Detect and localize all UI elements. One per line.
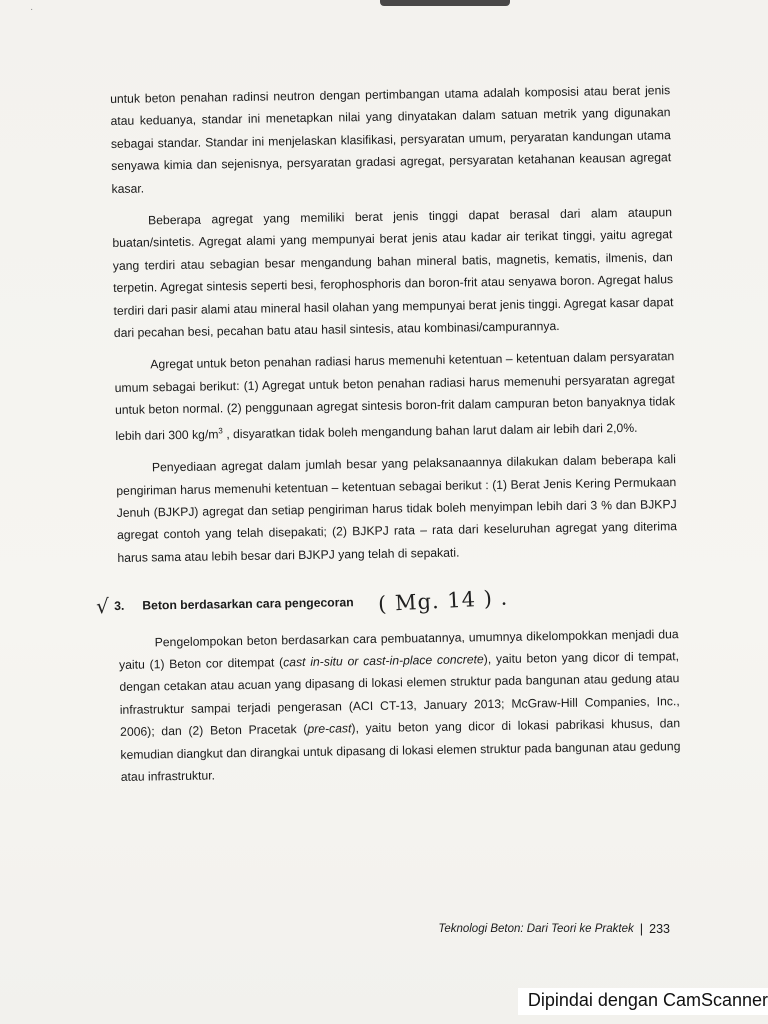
- section-title: Beton berdasarkan cara pengecoran: [142, 595, 354, 613]
- section-heading: [96, 586, 678, 618]
- section-number: 3.: [114, 599, 125, 614]
- section-paragraph-part-3: ), yaitu beton yang dicor di lokasi pabrikasi khusus, dan kemudian diangkut dan dirangkai untuk dipasang di lokasi elemen struktur pada bangunan atau gedung atau infrastruktur.: [120, 716, 681, 784]
- camscanner-watermark: Dipindai dengan CamScanner: [518, 988, 768, 1015]
- footer-separator: |: [639, 921, 644, 936]
- scan-smudge: [380, 0, 510, 6]
- page-number: 233: [649, 921, 670, 936]
- page-footer: [438, 921, 670, 936]
- section-paragraph-part-1: Pengelompokan beton berdasarkan cara pembuatannya, umumnya dikelompokkan menjadi dua yaitu (1) Beton cor ditempat (: [118, 626, 679, 672]
- pre-cast-term: pre-cast: [307, 721, 352, 737]
- section-paragraph: [119, 623, 681, 789]
- page-content: [95, 79, 681, 798]
- paragraph-2: Beberapa agregat yang memiliki berat jenis tinggi dapat berasal dari alam ataupun buatan/sintetis. Agregat alami yang mempunyai berat jenis atau kadar air terikat tinggi, yaitu agregat yang terdiri atau sebagian besar mengandung bahan mineral batis, magnetis, kematis, ilmenis, dan terpetin. Agregat sintesis seperti besi, ferophosphoris dan boron-frit atau senyawa boron. Agregat halus terdiri dari pasir alami atau mineral hasil olahan yang mempunyai berat jenis tinggi. Agregat kasar dapat dari pecahan besi, pecahan batu atau hasil sintesis, atau kombinasi/campurannya.: [112, 205, 674, 341]
- paragraph-4: Penyediaan agregat dalam jumlah besar yang pelaksanaannya dilakukan dalam beberapa kali pengiriman harus memenuhi ketentuan – ketentuan sebagai berikut : (1) Berat Jenis Kering Permukaan Jenuh (BJKPJ) agregat dan setiap pengiriman harus tidak boleh menyimpan lebih dari 3 % dan BJKPJ agregat contoh yang telah disepakati; (2) BJKPJ rata – rata dari keseluruhan agregat yang diterima harus sama atau lebih besar dari BJKPJ yang telah di sepakati.: [116, 452, 678, 565]
- superscript-3: 3: [218, 425, 223, 436]
- section-paragraph-part-2: ), yaitu beton yang dicor di tempat, dengan cetakan atau acuan yang dipasang di lokasi elemen struktur pada bangunan atau gedung atau infrastruktur sampai terjadi pengerasan (ACI CT-13, January 2013; McGraw-Hill Companies, Inc., 2006); dan (2) Beton Pracetak (: [119, 649, 680, 740]
- paragraph-3-text-end: , disyaratkan tidak boleh mengandung bahan larut dalam air lebih dari 2,0%.: [222, 420, 638, 442]
- corner-mark: ·: [30, 4, 34, 15]
- handwritten-note: ( Mg. 14 ) .: [377, 585, 509, 617]
- cast-in-situ-term: cast in-situ or cast-in-place concrete: [283, 652, 484, 670]
- paragraph-1: untuk beton penahan radinsi neutron dengan pertimbangan utama adalah komposisi atau berat jenis atau keduanya, standar ini menetapkan nilai yang dinyatakan dalam satuan metrik yang digunakan sebagai standar. Standar ini menjelaskan klasifikasi, persyaratan umum, peryaratan kandungan utama senyawa kimia dan sejenisnya, persyaratan gradasi agregat, persyaratan ketahanan keausan agregat kasar.: [110, 83, 672, 196]
- paragraph-3: [114, 346, 675, 447]
- paragraph-3-text: Agregat untuk beton penahan radiasi harus memenuhi ketentuan – ketentuan dalam persyaratan umum sebagai berikut: (1) Agregat untuk beton penahan radiasi harus memenuhi persyaratan agregat untuk beton normal. (2) penggunaan agregat sintesis boron-frit dalam campuran beton banyaknya tidak lebih dari 300 kg/m: [114, 349, 676, 443]
- footer-book-title: Teknologi Beton: Dari Teori ke Praktek: [438, 922, 634, 935]
- check-mark-icon: √: [95, 594, 110, 619]
